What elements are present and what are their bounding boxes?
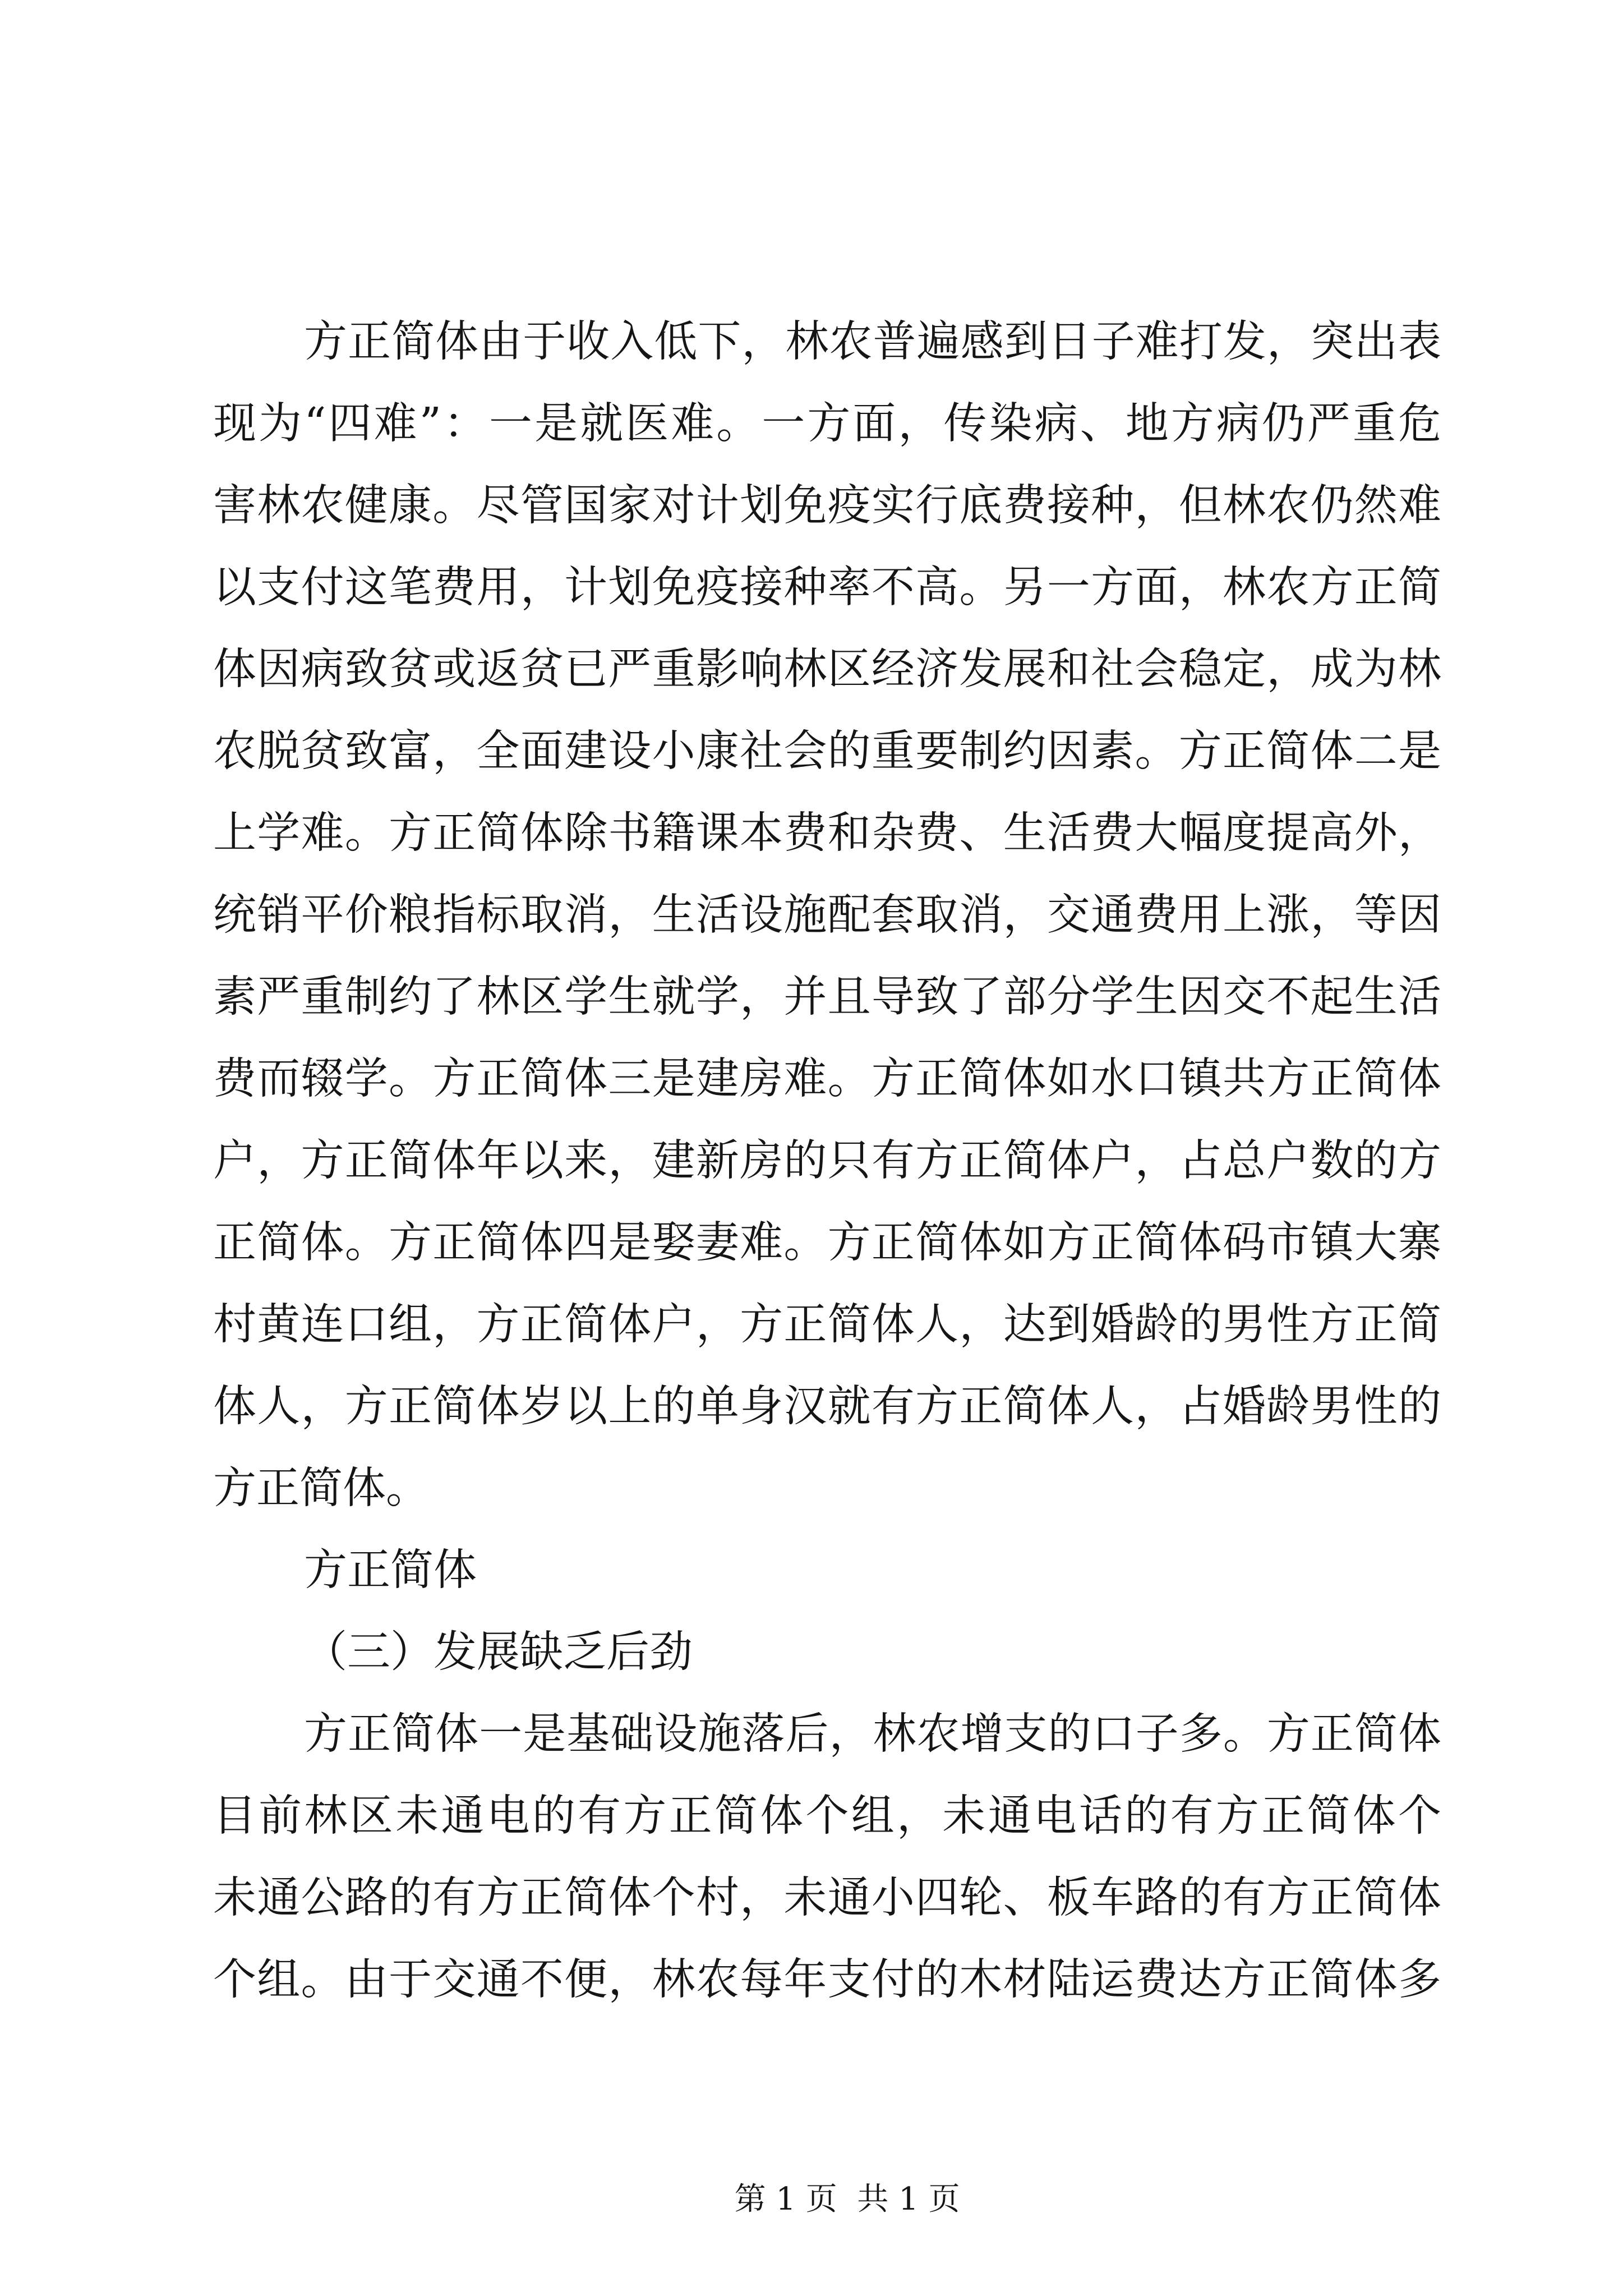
text-line: 目前林区未通电的有方正简体个组，未通电话的有方正简体个 xyxy=(213,1791,1441,1841)
text-line: 体因病致贫或返贫已严重影响林区经济发展和社会稳定，成为林 xyxy=(213,645,1441,694)
body-text xyxy=(213,301,1441,2021)
text-line: 方正简体。 xyxy=(213,1464,429,1513)
text-line: 上学难。方正简体除书籍课本费和杂费、生活费大幅度提高外， xyxy=(213,808,1441,858)
text-line: 户，方正简体年以来，建新房的只有方正简体户，占总户数的方 xyxy=(213,1136,1441,1186)
text-line: 村黄连口组，方正简体户，方正简体人，达到婚龄的男性方正简 xyxy=(213,1300,1441,1350)
text-line: 害林农健康。尽管国家对计划免疫实行底费接种，但林农仍然难 xyxy=(213,481,1441,531)
text-line: 个组。由于交通不便，林农每年支付的木材陆运费达方正简体多 xyxy=(213,1955,1441,2005)
section-heading xyxy=(213,1612,1441,1694)
text-line: 正简体。方正简体四是娶妻难。方正简体如方正简体码市镇大寨 xyxy=(213,1218,1441,1268)
text-line: 现为“四难”：一是就医难。一方面，传染病、地方病仍严重危 xyxy=(213,399,1441,449)
paragraph-short xyxy=(213,1530,1441,1612)
text-line: 方正简体 xyxy=(304,1545,477,1595)
paragraph-four-difficulties xyxy=(213,301,1441,1530)
text-line: 方正简体一是基础设施落后，林农增支的口子多。方正简体 xyxy=(304,1709,1441,1759)
page-footer xyxy=(213,2132,1441,2217)
text-line: 素严重制约了林区学生就学，并且导致了部分学生因交不起生活 xyxy=(213,972,1441,1022)
text-line: 体人，方正简体岁以上的单身汉就有方正简体人，占婚龄男性的 xyxy=(213,1382,1441,1432)
paragraph-infrastructure xyxy=(213,1694,1441,2021)
text-line: 方正简体由于收入低下，林农普遍感到日子难打发，突出表 xyxy=(304,317,1441,367)
text-line: 费而辍学。方正简体三是建房难。方正简体如水口镇共方正简体 xyxy=(213,1054,1441,1104)
text-line: 以支付这笔费用，计划免疫接种率不高。另一方面，林农方正简 xyxy=(213,563,1441,613)
section-heading-text: （三）发展缺乏后劲 xyxy=(304,1627,693,1677)
text-line: 统销平价粮指标取消，生活设施配套取消，交通费用上涨，等因 xyxy=(213,890,1441,940)
text-line: 农脱贫致富，全面建设小康社会的重要制约因素。方正简体二是 xyxy=(213,726,1441,776)
text-line: 未通公路的有方正简体个村，未通小四轮、板车路的有方正简体 xyxy=(213,1873,1441,1923)
page-number: 第 1 页 共 1 页 xyxy=(734,2181,960,2217)
